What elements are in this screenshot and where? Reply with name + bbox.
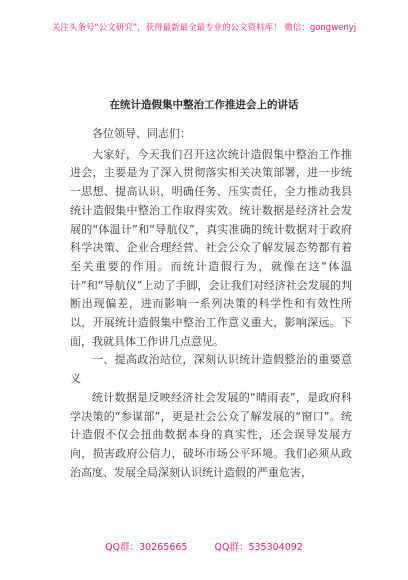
speech-title: 在统计造假集中整治工作推进会上的讲话	[109, 99, 299, 111]
body-paragraph-intro: 大家好，今天我们召开这次统计造假集中整治工作推进会，主要是为了深入贯彻落实相关决策部署，进一步统一思想、提高认识，明确任务、压实责任，全力推动我县统计造假集中整治工作取得实效。统计数据是经济社会发展的“体温计”和“导航仪”，真实准确的统计数据对于政府科学决策、企业合理经营、社会公众了解发展态势都有着至关重要的作用。而统计造假行为，就像在这“体温计”和“导航仪”上动了手脚，会让我们对经济社会发展的判断出现偏差，进而影响一系列决策的科学性和有效性所以，开展统计造假集中整治工作意义重大，影响深远。下面，我就具体工作讲几点意见。	[70, 147, 352, 348]
header-promo-note: 关注头条号“公文研究”，获得最新最全最专业的公文资料库！ 微信：gongwenyj	[51, 23, 357, 33]
section-heading-one: 一、提高政治站位，深刻认识统计造假整治的重要意义	[70, 353, 352, 386]
speech-body	[70, 125, 352, 482]
greeting-line: 各位领导、同志们：	[92, 127, 191, 140]
body-paragraph-section-one: 统计数据是反映经济社会发展的“晴雨表”，是政府科学决策的“参谋部”，更是社会公众了解发展的“窗口”。统计造假不仅会扭曲数据本身的真实性，还会误导发展方向，损害政府公信力，破坏市场公平环境。我们必须从政治高度、发展全局深刻认识统计造假的严重危害，	[70, 390, 352, 479]
footer-qq-group-1: QQ群：30265665	[105, 542, 188, 553]
footer-contact	[0, 542, 408, 554]
footer-qq-group-2: QQ群：535304092	[214, 542, 303, 553]
